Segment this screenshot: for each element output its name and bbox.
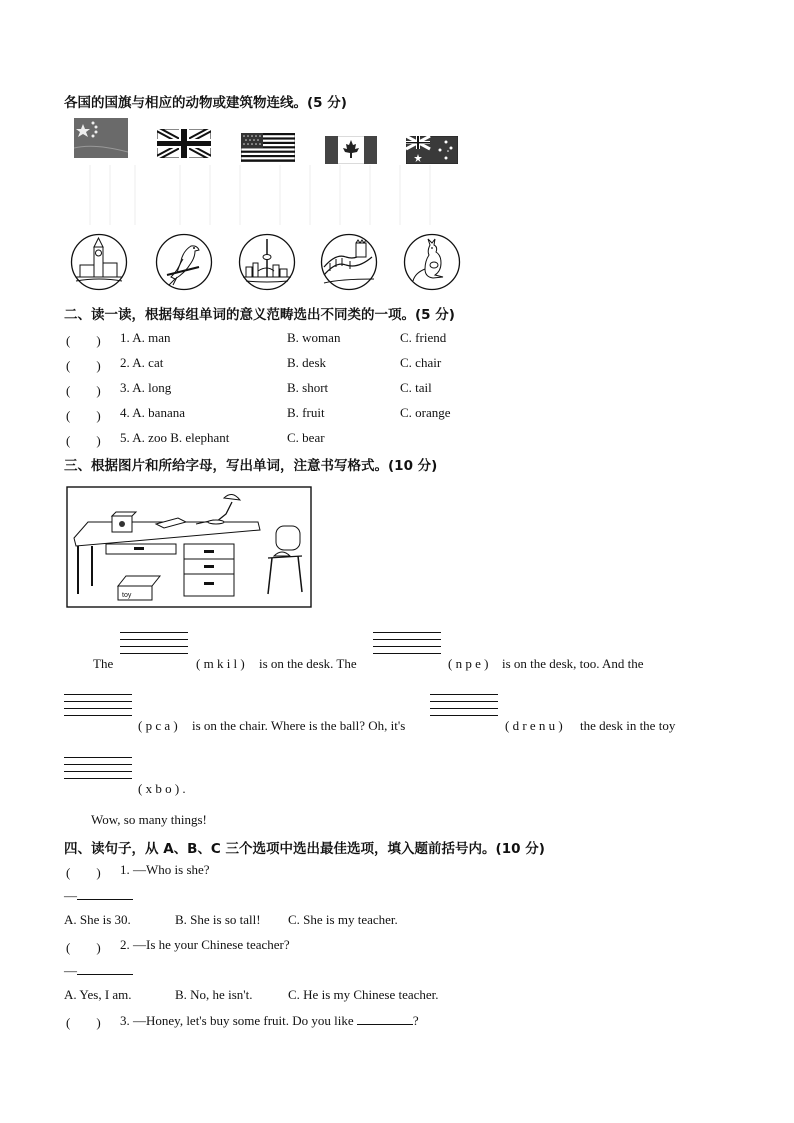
question-mark: ? <box>412 1013 419 1028</box>
letter-hint: ( x b o ) . <box>138 781 186 796</box>
section4-title: 四、读句子，从 A、B、C 三个选项中选出最佳选项，填入题前括号内。(10 分) <box>64 841 545 857</box>
sentence-text: is on the desk. The <box>259 656 357 671</box>
choice-paren[interactable]: ( ) <box>66 433 101 448</box>
option-b: B. short <box>287 380 329 395</box>
china-flag-icon <box>74 118 128 158</box>
big-ben-icon <box>70 233 128 291</box>
sentence-word: The <box>93 656 114 671</box>
sentence-text: is on the chair. Where is the ball? Oh, it's <box>192 718 406 733</box>
choice-paren[interactable]: ( ) <box>66 865 101 880</box>
option-c: C. bear <box>287 430 325 445</box>
choice-paren[interactable]: ( ) <box>66 358 101 373</box>
letter-hint: ( m k i l ) <box>196 656 245 671</box>
option-a: A. Yes, I am. <box>64 987 132 1002</box>
four-line-blank[interactable] <box>64 757 132 787</box>
desk-scene-picture <box>66 486 312 608</box>
dash-mark: — <box>64 888 77 903</box>
answer-blank[interactable] <box>77 962 133 975</box>
four-line-blank[interactable] <box>64 694 132 724</box>
option-c: C. tail <box>400 380 432 395</box>
great-wall-icon <box>320 233 378 291</box>
question-text: 4. A. banana <box>120 405 185 420</box>
option-b: B. No, he isn't. <box>175 987 253 1002</box>
cn-tower-icon <box>238 233 296 291</box>
letter-hint: ( d r e n u ) <box>505 718 563 733</box>
toy-box-label: toy <box>122 592 132 599</box>
dash-mark: — <box>64 963 77 978</box>
sentence-text: is on the desk, too. And the <box>502 656 644 671</box>
choice-paren[interactable]: ( ) <box>66 408 101 423</box>
option-c: C. He is my Chinese teacher. <box>288 987 439 1002</box>
sentence-text: the desk in the toy <box>580 718 676 733</box>
option-c: C. friend <box>400 330 447 345</box>
option-c: C. She is my teacher. <box>288 912 398 927</box>
kangaroo-icon <box>403 233 461 291</box>
usa-flag-icon <box>241 133 295 162</box>
question-text: 3. A. long <box>120 380 172 395</box>
uk-flag-icon <box>157 129 211 158</box>
question-text: 3. —Honey, let's buy some fruit. Do you like <box>120 1013 354 1028</box>
section2-title: 二、读一读，根据每组单词的意义范畴选出不同类的一项。(5 分) <box>64 307 455 323</box>
answer-dash[interactable] <box>64 962 133 979</box>
choice-paren[interactable]: ( ) <box>66 1015 101 1030</box>
answer-dash[interactable] <box>64 887 133 904</box>
closing-sentence: Wow, so many things! <box>91 812 207 827</box>
option-b: B. woman <box>287 330 341 345</box>
choice-paren[interactable]: ( ) <box>66 383 101 398</box>
question-text: 5. A. zoo B. elephant <box>120 430 230 445</box>
question-text: 2. A. cat <box>120 355 164 370</box>
option-b: B. fruit <box>287 405 325 420</box>
option-b: B. desk <box>287 355 326 370</box>
eagle-icon <box>155 233 213 291</box>
australia-flag-icon <box>406 136 458 164</box>
section1-title: 各国的国旗与相应的动物或建筑物连线。(5 分) <box>64 95 347 111</box>
letter-hint: ( n p e ) <box>448 656 489 671</box>
answer-blank[interactable] <box>357 1012 413 1025</box>
section3-title: 三、根据图片和所给字母，写出单词，注意书写格式。(10 分) <box>64 458 438 474</box>
choice-paren[interactable]: ( ) <box>66 940 101 955</box>
four-line-blank[interactable] <box>373 632 441 662</box>
choice-paren[interactable]: ( ) <box>66 333 101 348</box>
answer-blank[interactable] <box>77 887 133 900</box>
question-text: 1. A. man <box>120 330 171 345</box>
faint-background-lines <box>80 165 460 225</box>
question-text: 1. —Who is she? <box>120 862 210 877</box>
option-b: B. She is so tall! <box>175 912 261 927</box>
four-line-blank[interactable] <box>120 632 188 662</box>
question-text: 2. —Is he your Chinese teacher? <box>120 937 290 952</box>
option-c: C. chair <box>400 355 442 370</box>
option-a: A. She is 30. <box>64 912 131 927</box>
option-c: C. orange <box>400 405 451 420</box>
question-line <box>120 1012 419 1029</box>
canada-flag-icon <box>325 136 377 164</box>
four-line-blank[interactable] <box>430 694 498 724</box>
letter-hint: ( p c a ) <box>138 718 178 733</box>
